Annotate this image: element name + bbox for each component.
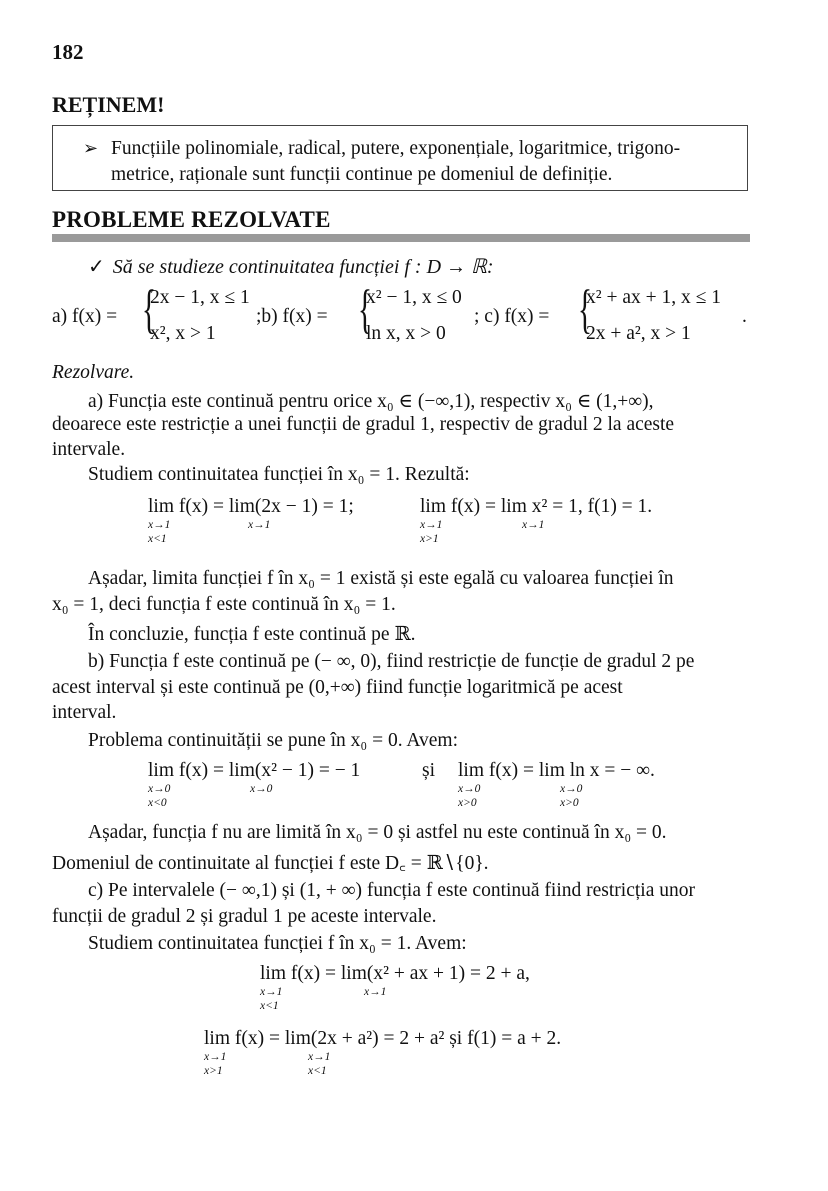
section-rule [52,234,750,242]
c-p1-line2: funcții de gradul 2 și gradul 1 pe aceste intervale. [52,906,437,927]
a-lim1-sub3: x→1 [248,519,271,531]
a-p2: Studiem continuitatea funcției în x₀ = 1. Rezultă: [88,464,470,485]
def-c-case1: x² + ax + 1, x ≤ 1 [586,287,721,308]
b-p3-line1: Așadar, funcția f nu are limită în x₀ = 0 și astfel nu este continuă în x₀ = 0. [88,822,667,843]
a-lim2-sub: x→1 [420,519,443,531]
a-p1-line1: a) Funcția este continuă pentru orice x₀ ∈ (−∞,1), respectiv x₀ ∈ (1,+∞), [88,391,654,412]
rezolvare-label: Rezolvare. [52,362,135,383]
a-p1-line2: deoarece este restricție a unei funcții de gradul 1, respectiv de gradul 2 la aceste [52,414,675,435]
c-p2: Studiem continuitatea funcției f în x₀ = 1. Avem: [88,933,467,954]
b-si: și [422,760,436,781]
a-lim1-sub: x→1 [148,519,171,531]
def-a-label: a) f(x) = [52,306,118,327]
page-number: 182 [52,40,84,64]
a-lim1-sub2: x<1 [148,533,167,545]
retinem-line-2: metrice, raționale sunt funcții continue pe domeniul de definiție. [111,164,613,185]
b-sub-a1: x→0 [148,783,171,795]
b-sub-a2: x<0 [148,797,167,809]
brace-a: { [141,279,157,339]
c-limit-left: lim f(x) = lim(x² + ax + 1) = 2 + a, [260,963,530,984]
brace-b: { [357,279,373,339]
b-p1-line2: acest interval și este continuă pe (0,+∞) fiind funcție logaritmică pe acest [52,677,623,698]
b-limit-left: lim f(x) = lim(x² − 1) = − 1 [148,760,361,781]
c-limit-right: lim f(x) = lim(2x + a²) = 2 + a² și f(1) = a + 2. [204,1028,562,1049]
a-lim2-sub2: x>1 [420,533,439,545]
retinem-heading: REȚINEM! [52,92,165,117]
retinem-line-1: Funcțiile polinomiale, radical, putere, exponențiale, logaritmice, trigono- [111,138,681,159]
b-p3-line2: Domeniul de continuitate al funcției f este D꜀ = ℝ∖{0}. [52,853,489,874]
b-sub-b1: x→0 [458,783,481,795]
retinem-box [52,125,748,191]
a-p1-line3: intervale. [52,439,126,460]
a-limit-right: lim f(x) = lim x² = 1, f(1) = 1. [420,496,653,517]
b-sub-b3: x→0 [560,783,583,795]
c-sub-b2: x>1 [204,1065,223,1077]
b-p1-line3: interval. [52,702,117,723]
task-statement [88,254,494,279]
def-b-case2: ln x, x > 0 [366,323,446,344]
b-limit-right: lim f(x) = lim ln x = − ∞. [458,760,655,781]
arrow-bullet-icon: ➢ [83,138,99,158]
b-sub-a3: x→0 [250,783,273,795]
c-sub-a1: x→1 [260,986,283,998]
b-sub-b4: x>0 [560,797,579,809]
c-sub-b3: x→1 [308,1051,331,1063]
b-sub-b2: x>0 [458,797,477,809]
b-p1-line1: b) Funcția f este continuă pe (− ∞, 0), fiind restricție de funcție de gradul 2 pe [88,651,695,672]
def-end: . [742,306,747,327]
c-sub-a3: x→1 [364,986,387,998]
def-b-case1: x² − 1, x ≤ 0 [366,287,462,308]
a-p3-line2: x₀ = 1, deci funcția f este continuă în x₀ = 1. [52,594,396,615]
task-text: Să se studieze continuitatea funcției f : D → ℝ: [112,256,494,278]
checkmark-icon: ✓ [88,256,105,278]
c-sub-b1: x→1 [204,1051,227,1063]
b-p2: Problema continuității se pune în x₀ = 0. Avem: [88,730,459,751]
def-a-case2: x², x > 1 [150,323,216,344]
def-a-case1: 2x − 1, x ≤ 1 [150,287,250,308]
def-b-label: ;b) f(x) = [256,306,328,327]
def-c-label: ; c) f(x) = [474,306,550,327]
section-title: PROBLEME REZOLVATE [52,207,331,232]
def-c-case2: 2x + a², x > 1 [586,323,691,344]
a-lim2-sub3: x→1 [522,519,545,531]
c-p1-line1: c) Pe intervalele (− ∞,1) și (1, + ∞) funcția f este continuă fiind restricția unor [88,880,695,901]
a-p4: În concluzie, funcția f este continuă pe ℝ. [88,624,416,645]
a-limit-left: lim f(x) = lim(2x − 1) = 1; [148,496,354,517]
c-sub-b4: x<1 [308,1065,327,1077]
a-p3-line1: Așadar, limita funcției f în x₀ = 1 există și este egală cu valoarea funcției în [88,568,674,589]
c-sub-a2: x<1 [260,1000,279,1012]
brace-c: { [577,279,593,339]
